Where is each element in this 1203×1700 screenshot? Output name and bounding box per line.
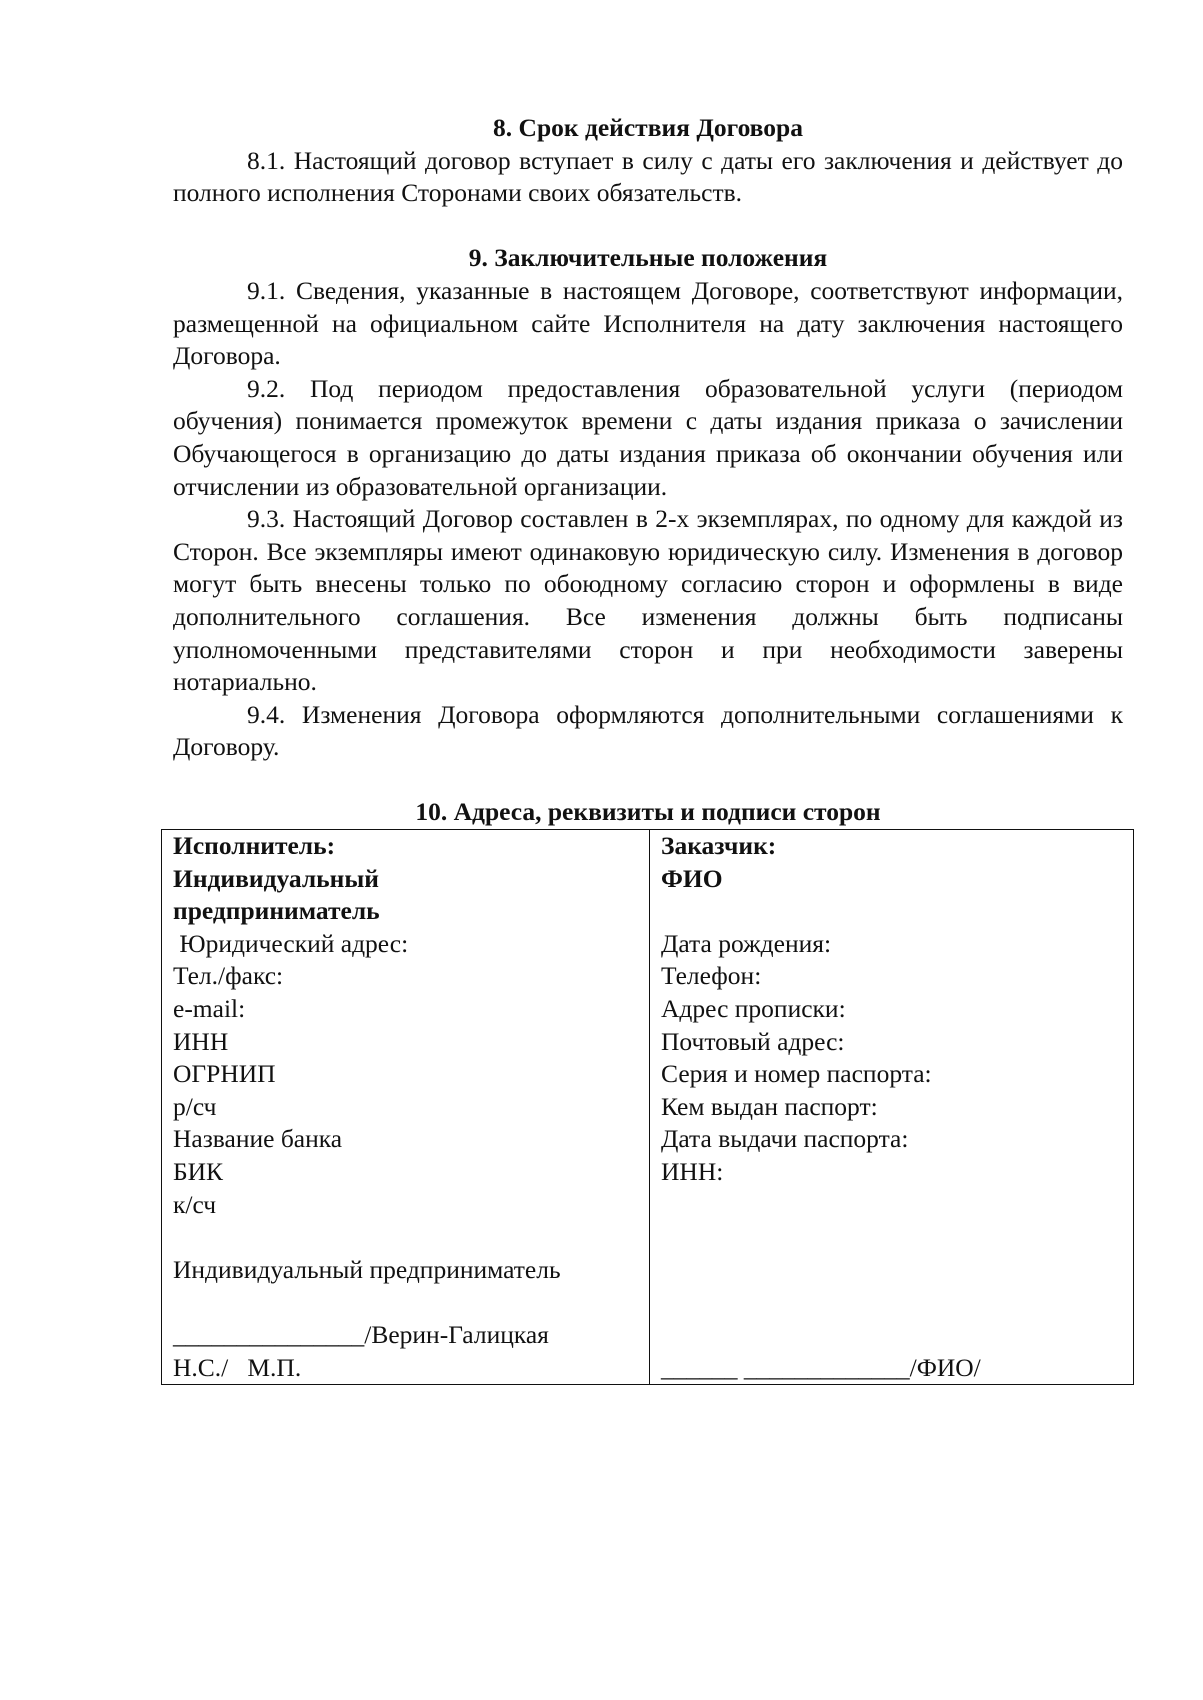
clause-9-3: 9.3. Настоящий Договор составлен в 2-х экземплярах, по одному для каждой из Сторон. Все экземпляры имеют одинаковую юридическую силу. Изменения в договор могут быть внесены только по обоюдному согласию сторон и оформлены в виде дополнительного соглашения. Все изменения должны быть подписаны уполномоченными представителями сторон и при необходимости заверены нотариально.	[173, 504, 1123, 697]
blank-line	[173, 1221, 639, 1254]
blank-line	[173, 1286, 639, 1319]
executor-ogrnip: ОГРНИП	[173, 1059, 276, 1089]
executor-bank-name: Название банка	[173, 1124, 343, 1154]
executor-signer-title: Индивидуальный предприниматель	[173, 1254, 561, 1284]
spacer	[173, 764, 1123, 797]
executor-email: e-mail:	[173, 994, 246, 1024]
blank-line	[661, 1286, 1123, 1319]
clause-9-4: 9.4. Изменения Договора оформляются дополнительными соглашениями к Договору.	[173, 699, 1123, 762]
executor-legal-address: Юридический адрес:	[173, 928, 409, 958]
executor-inn: ИНН	[173, 1026, 229, 1056]
customer-postal-address: Почтовый адрес:	[661, 1026, 845, 1056]
clause-8-1: 8.1. Настоящий договор вступает в силу с даты его заключения и действует до полного исполнения Сторонами своих обязательств.	[173, 145, 1123, 208]
blank-line	[661, 1319, 1123, 1352]
executor-signature-tail: Н.С./ М.П.	[173, 1352, 302, 1382]
blank-line	[661, 1254, 1123, 1287]
section-9-heading: 9. Заключительные положения	[468, 243, 828, 273]
customer-birth-date: Дата рождения:	[661, 928, 832, 958]
customer-name: ФИО	[661, 863, 723, 893]
section-10-heading: 10. Адреса, реквизиты и подписи сторон	[415, 797, 881, 827]
customer-passport-date: Дата выдачи паспорта:	[661, 1124, 909, 1154]
clause-9-2: 9.2. Под периодом предоставления образовательной услуги (периодом обучения) понимается промежуток времени с даты издания приказа о зачислении Обучающегося в организацию до даты издания приказа об окончании обучения или отчислении из образовательной организации.	[173, 373, 1123, 501]
spacer	[173, 210, 1123, 243]
customer-inn: ИНН:	[661, 1157, 724, 1186]
executor-title: Исполнитель:	[173, 831, 336, 861]
executor-account: р/сч	[173, 1091, 217, 1121]
executor-corr-account: к/сч	[173, 1189, 217, 1219]
customer-registration-address: Адрес прописки:	[661, 994, 846, 1024]
executor-name-line1: Индивидуальный	[173, 863, 379, 893]
customer-cell	[650, 830, 1134, 1385]
blank-line	[661, 1189, 1123, 1222]
customer-signature-line: ______ _____________/ФИО/	[661, 1352, 981, 1382]
executor-name-line2: предприниматель	[173, 896, 380, 926]
executor-bik: БИК	[173, 1157, 224, 1186]
requisites-table	[161, 829, 1134, 1385]
executor-phone-fax: Тел./факс:	[173, 961, 284, 991]
section-8-heading: 8. Срок действия Договора	[493, 113, 803, 142]
blank-line	[661, 1221, 1123, 1254]
clause-9-1: 9.1. Сведения, указанные в настоящем Договоре, соответствуют информации, размещенной на официальном сайте Исполнителя на дату заключения настоящего Договора.	[173, 275, 1123, 371]
requisites-row	[162, 830, 1134, 1385]
executor-signature-line: _______________/Верин-Галицкая	[173, 1319, 549, 1349]
customer-passport-issuer: Кем выдан паспорт:	[661, 1091, 878, 1121]
document-page	[173, 112, 1123, 1382]
blank-line	[661, 895, 1123, 928]
customer-passport-number: Серия и номер паспорта:	[661, 1059, 932, 1089]
customer-phone: Телефон:	[661, 961, 762, 991]
executor-cell	[162, 830, 650, 1385]
customer-title: Заказчик:	[661, 831, 777, 861]
